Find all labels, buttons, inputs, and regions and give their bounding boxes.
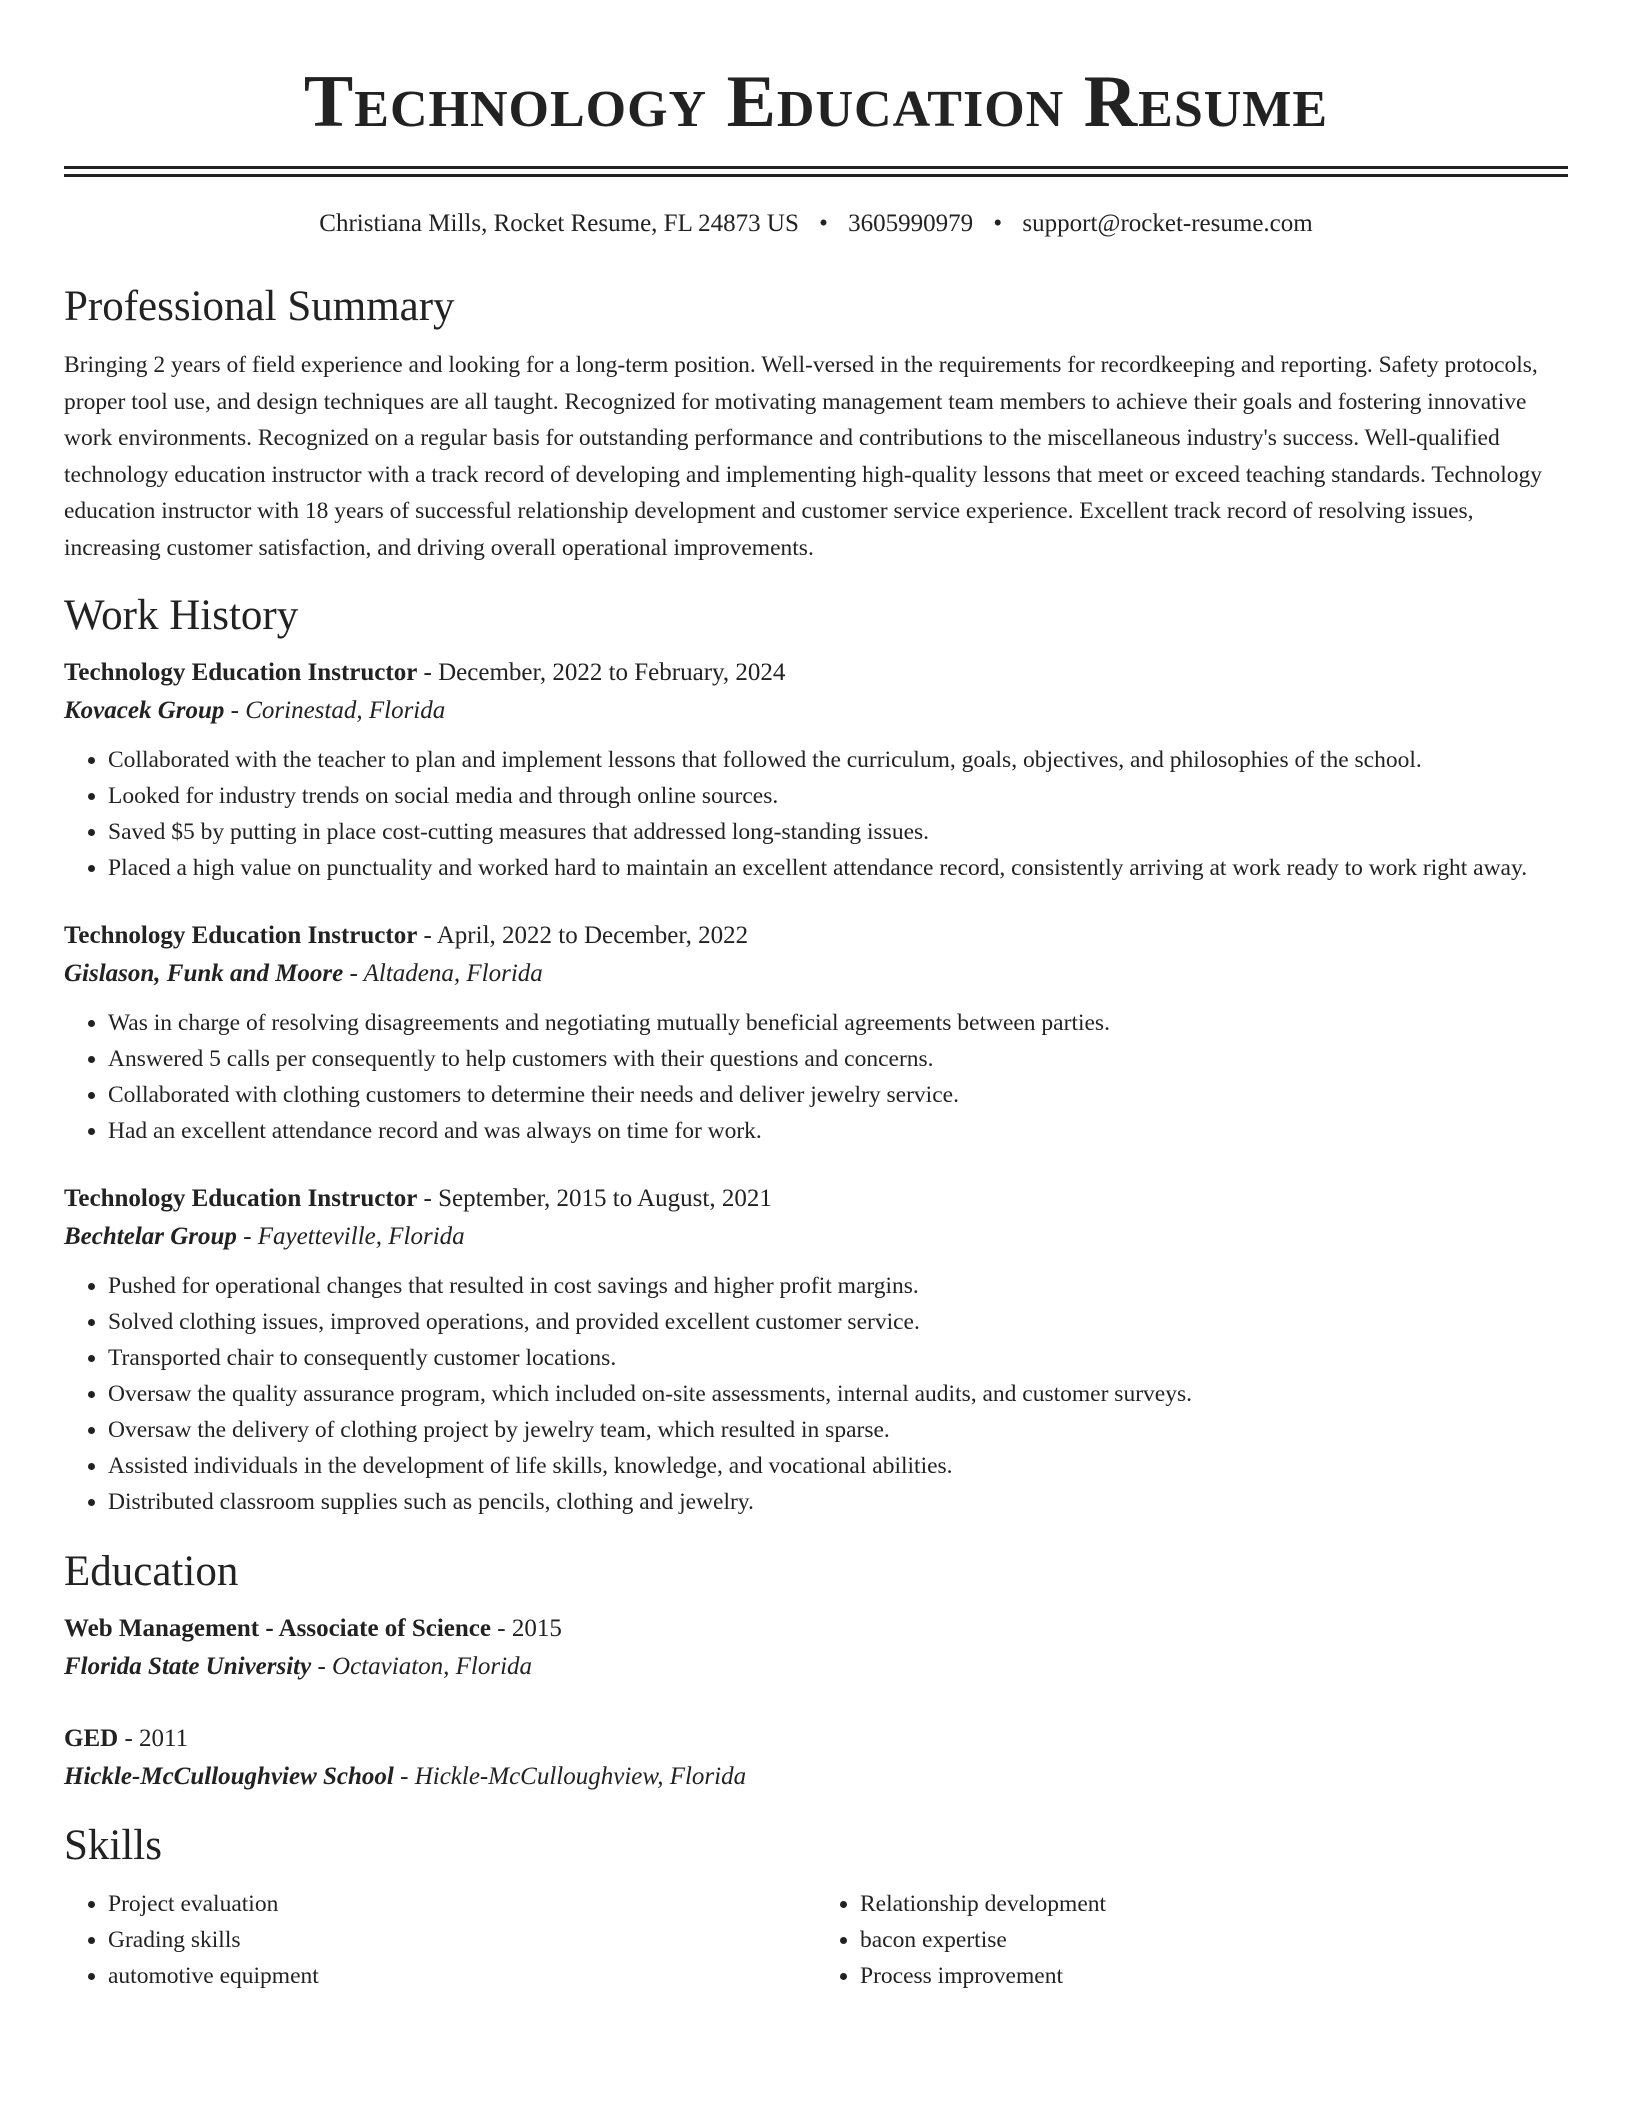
- education-year: - 2015: [491, 1615, 562, 1642]
- job-bullet: • Saved $5 by putting in place cost-cutting measures that addressed long-standing issues.: [108, 814, 1568, 850]
- job-title-line: [64, 917, 1568, 955]
- contact-separator: •: [993, 210, 1003, 237]
- job-title: Technology Education Instructor: [64, 659, 418, 686]
- skill-item: • Project evaluation: [108, 1886, 816, 1922]
- skill-item: • Process improvement: [860, 1958, 1568, 1994]
- job-bullet: • Collaborated with clothing customers to determine their needs and deliver jewelry service.: [108, 1077, 1568, 1113]
- education-degree: Web Management - Associate of Science: [64, 1615, 492, 1642]
- contact-email: support@rocket-resume.com: [1022, 210, 1313, 237]
- job-employer: Kovacek Group: [64, 697, 225, 724]
- job-bullet: • Had an excellent attendance record and was always on time for work.: [108, 1113, 1568, 1149]
- contact-separator: •: [819, 210, 828, 237]
- job-bullet: • Was in charge of resolving disagreements and negotiating mutually beneficial agreements between parties.: [108, 1005, 1568, 1041]
- skill-item: • Grading skills: [108, 1922, 816, 1958]
- job-employer-line: [64, 692, 1568, 730]
- job-location: - Corinestad, Florida: [224, 697, 446, 724]
- education-degree: GED: [64, 1725, 119, 1752]
- job-bullet: • Looked for industry trends on social media and through online sources.: [108, 778, 1568, 814]
- education-school: Hickle-McCulloughview School: [64, 1763, 394, 1790]
- job-bullet: • Pushed for operational changes that resulted in cost savings and higher profit margins.: [108, 1268, 1568, 1304]
- job-dates: - September, 2015 to August, 2021: [417, 1185, 772, 1212]
- job-bullets: [64, 1268, 1568, 1520]
- education-school-line: [64, 1758, 1568, 1796]
- skills-columns: [64, 1874, 1568, 1994]
- education-entry: [64, 1610, 1568, 1686]
- work-history-heading: Work History: [64, 592, 299, 639]
- job-bullet: • Oversaw the delivery of clothing project by jewelry team, which resulted in sparse.: [108, 1412, 1568, 1448]
- education-degree-line: [64, 1720, 1568, 1758]
- contact-line: [64, 207, 1568, 241]
- job-title-line: [64, 654, 1568, 692]
- job-bullet: • Oversaw the quality assurance program, which included on-site assessments, internal audits, and customer surveys.: [108, 1376, 1568, 1412]
- job-dates: - April, 2022 to December, 2022: [417, 922, 749, 949]
- job-bullet: • Collaborated with the teacher to plan and implement lessons that followed the curriculum, goals, objectives, and philosophies of the school.: [108, 742, 1568, 778]
- job-entry: [64, 1180, 1568, 1520]
- job-bullet: • Distributed classroom supplies such as pencils, clothing and jewelry.: [108, 1484, 1568, 1520]
- summary-text: Bringing 2 years of field experience and looking for a long-term position. Well-versed in the requirements for recordkeeping and reporting. Safety protocols, proper tool use, and design techniques are all taught. Recognized for motivating management team members to achieve their goals and fostering innovative work environments. Recognized on a regular basis for outstanding performance and contributions to the miscellaneous industry's success. Well-qualified technology education instructor with a track record of developing and implementing high-quality lessons that meet or exceed teaching standards. Technology education instructor with 18 years of successful relationship development and customer service experience. Excellent track record of resolving issues, increasing customer satisfaction, and driving overall operational improvements.: [64, 352, 1542, 561]
- education-school: Florida State University: [64, 1653, 312, 1680]
- job-bullet: • Assisted individuals in the development of life skills, knowledge, and vocational abilities.: [108, 1448, 1568, 1484]
- job-location: - Altadena, Florida: [343, 960, 543, 987]
- skills-list-right: [816, 1886, 1568, 1994]
- job-bullets: [64, 742, 1568, 886]
- education-entry: [64, 1720, 1568, 1796]
- skill-item: • Relationship development: [860, 1886, 1568, 1922]
- summary-heading: Professional Summary: [64, 283, 455, 330]
- skill-item: • automotive equipment: [108, 1958, 816, 1994]
- skill-item: • bacon expertise: [860, 1922, 1568, 1958]
- job-bullets: [64, 1005, 1568, 1149]
- job-title: Technology Education Instructor: [64, 922, 418, 949]
- resume-title: Technology Education Resume: [303, 61, 1329, 143]
- job-bullet: • Transported chair to consequently customer locations.: [108, 1340, 1568, 1376]
- skills-list-left: [64, 1886, 816, 1994]
- job-bullet: • Answered 5 calls per consequently to help customers with their questions and concerns.: [108, 1041, 1568, 1077]
- contact-phone: 3605990979: [848, 210, 974, 237]
- job-employer: Bechtelar Group: [64, 1223, 237, 1250]
- job-title: Technology Education Instructor: [64, 1185, 418, 1212]
- job-employer-line: [64, 955, 1568, 993]
- education-heading: Education: [64, 1548, 239, 1595]
- education-degree-line: [64, 1610, 1568, 1648]
- education-location: - Octaviaton, Florida: [311, 1653, 533, 1680]
- education-school-line: [64, 1648, 1568, 1686]
- title-double-rule: [64, 166, 1568, 177]
- job-location: - Fayetteville, Florida: [236, 1223, 465, 1250]
- job-bullet: • Placed a high value on punctuality and worked hard to maintain an excellent attendance record, consistently arriving at work ready to work right away.: [108, 850, 1568, 886]
- job-title-line: [64, 1180, 1568, 1218]
- skills-heading: Skills: [64, 1822, 162, 1869]
- job-entry: [64, 917, 1568, 1149]
- job-employer-line: [64, 1218, 1568, 1256]
- job-bullet: • Solved clothing issues, improved operations, and provided excellent customer service.: [108, 1304, 1568, 1340]
- job-employer: Gislason, Funk and Moore: [64, 960, 344, 987]
- education-location: - Hickle-McCulloughview, Florida: [393, 1763, 747, 1790]
- job-entry: [64, 654, 1568, 886]
- contact-address: Christiana Mills, Rocket Resume, FL 24873 US: [319, 210, 799, 237]
- education-year: - 2011: [118, 1725, 189, 1752]
- job-dates: - December, 2022 to February, 2024: [417, 659, 786, 686]
